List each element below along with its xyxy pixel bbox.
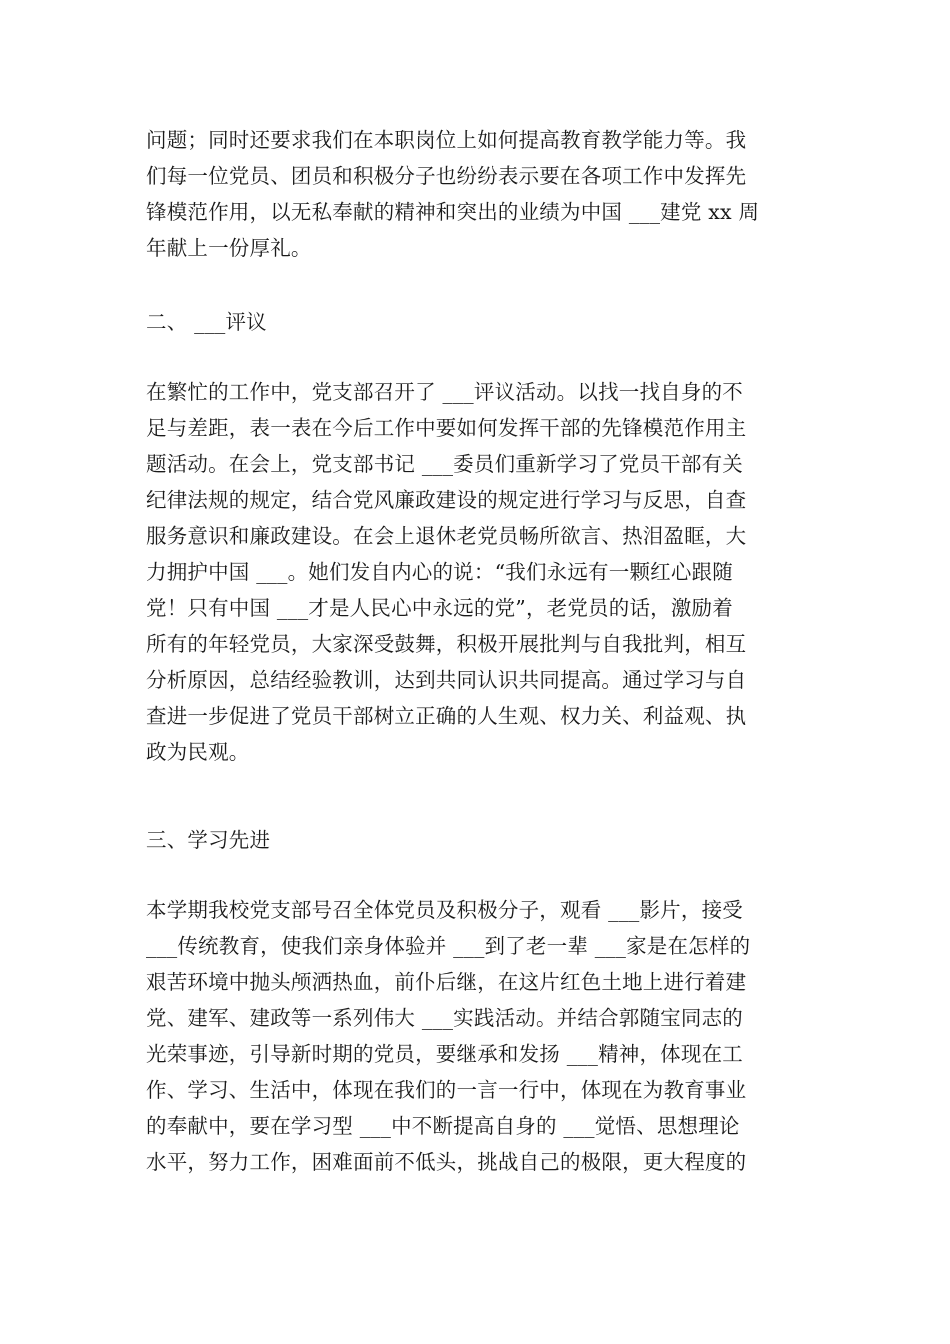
heading-text: 二、 ___评议 bbox=[146, 310, 267, 334]
text-line: 分析原因，总结经验教训，达到共同认识共同提高。通过学习与自 bbox=[146, 668, 747, 692]
paragraph-learn-advanced bbox=[146, 892, 806, 1180]
text-line: 在繁忙的工作中，党支部召开了 ___评议活动。以找一找自身的不 bbox=[146, 380, 743, 404]
text-line: 问题；同时还要求我们在本职岗位上如何提高教育教学能力等。我 bbox=[146, 128, 747, 152]
paragraph-continuation bbox=[146, 122, 806, 266]
text-line: 查进一步促进了党员干部树立正确的人生观、权力关、利益观、执 bbox=[146, 704, 747, 728]
text-line: 们每一位党员、团员和积极分子也纷纷表示要在各项工作中发挥先 bbox=[146, 164, 747, 188]
text-line: 所有的年轻党员，大家深受鼓舞，积极开展批判与自我批判，相互 bbox=[146, 632, 747, 656]
paragraph-evaluation bbox=[146, 374, 806, 770]
text-line: 力拥护中国 ___。她们发自内心的说：“我们永远有一颗红心跟随 bbox=[146, 560, 733, 584]
text-line: 年献上一份厚礼。 bbox=[146, 236, 312, 260]
text-line: ___传统教育，使我们亲身体验并 ___到了老一辈 ___家是在怎样的 bbox=[146, 934, 751, 958]
text-line: 党！只有中国 ___才是人民心中永远的党”，老党员的话，激励着 bbox=[146, 596, 733, 620]
text-line: 政为民观。 bbox=[146, 740, 250, 764]
text-line: 锋模范作用，以无私奉献的精神和突出的业绩为中国 ___建党 xx 周 bbox=[146, 200, 760, 224]
text-line: 本学期我校党支部号召全体党员及积极分子，观看 ___影片，接受 bbox=[146, 898, 743, 922]
text-line: 作、学习、生活中，体现在我们的一言一行中，体现在为教育事业 bbox=[146, 1078, 747, 1102]
heading-text: 三、学习先进 bbox=[146, 828, 271, 852]
section-heading-evaluation bbox=[146, 304, 806, 340]
section-heading-learn-advanced bbox=[146, 822, 806, 858]
text-line: 党、建军、建政等一系列伟大 ___实践活动。并结合郭随宝同志的 bbox=[146, 1006, 743, 1030]
text-line: 光荣事迹，引导新时期的党员，要继承和发扬 ___精神，体现在工 bbox=[146, 1042, 743, 1066]
text-line: 的奉献中，要在学习型 ___中不断提高自身的 ___觉悟、思想理论 bbox=[146, 1114, 740, 1138]
text-line: 水平，努力工作，困难面前不低头，挑战自己的极限，更大程度的 bbox=[146, 1150, 747, 1174]
text-line: 足与差距，表一表在今后工作中要如何发挥干部的先锋模范作用主 bbox=[146, 416, 747, 440]
text-line: 纪律法规的规定，结合党风廉政建设的规定进行学习与反思，自查 bbox=[146, 488, 747, 512]
text-line: 题活动。在会上，党支部书记 ___委员们重新学习了党员干部有关 bbox=[146, 452, 743, 476]
text-line: 服务意识和廉政建设。在会上退休老党员畅所欲言、热泪盈眶，大 bbox=[146, 524, 747, 548]
text-line: 艰苦环境中抛头颅洒热血，前仆后继，在这片红色土地上进行着建 bbox=[146, 970, 747, 994]
